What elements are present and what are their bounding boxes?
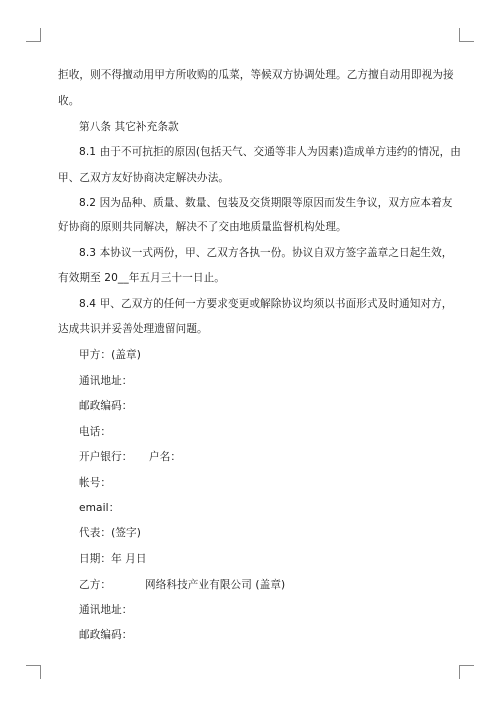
party-b-label: 乙方：	[79, 579, 112, 591]
party-a-postcode: 邮政编码：	[79, 400, 133, 412]
party-a-phone: 电话：	[79, 426, 112, 438]
crop-mark-bottom-left-v	[40, 665, 41, 679]
crop-mark-bottom-left-h	[26, 665, 41, 666]
crop-mark-bottom-right-h	[459, 665, 474, 666]
paragraph-line: 甲、乙双方友好协商决定解决办法。	[58, 172, 230, 184]
party-a-label: 甲方：(盖章)	[79, 349, 141, 361]
crop-mark-top-right-h	[459, 41, 474, 42]
party-a-representative: 代表：(签字)	[79, 527, 141, 539]
party-a-account-no: 帐号：	[79, 477, 112, 489]
paragraph-line: 8.2 因为品种、质量、数量、包装及交货期限等原因而发生争议，双方应本着友	[79, 197, 453, 209]
crop-mark-bottom-right-v	[459, 665, 460, 679]
paragraph-line: 达成共识并妥善处理遗留问题。	[58, 323, 208, 335]
crop-mark-top-right-v	[459, 28, 460, 42]
paragraph-line: 8.3 本协议一式两份，甲、乙双方各执一份。协议自双方签字盖章之日起生效，	[79, 247, 453, 259]
party-a-date: 日期：年 月日	[79, 553, 147, 565]
crop-mark-top-left-v	[40, 28, 41, 42]
paragraph-line: 好协商的原则共同解决，解决不了交由地质量监督机构处理。	[58, 221, 347, 233]
crop-mark-top-left-h	[26, 41, 41, 42]
party-a-address: 通讯地址：	[79, 375, 133, 387]
paragraph-line: 拒收，则不得擅动用甲方所收购的瓜菜，等候双方协调处理。乙方擅自动用即视为接	[58, 69, 454, 81]
party-b-name: 网络科技产业有限公司 (盖章)	[145, 579, 286, 591]
paragraph-line: 收。	[58, 95, 80, 107]
party-a-email: email：	[79, 502, 120, 514]
party-a-account-name: 户名：	[149, 451, 182, 463]
paragraph-line: 有效期至 20__年五月三十一日止。	[58, 272, 225, 284]
party-b-address: 通讯地址：	[79, 604, 133, 616]
party-b-postcode: 邮政编码：	[79, 629, 133, 641]
section-heading: 第八条 其它补充条款	[79, 121, 179, 133]
party-a-bank: 开户银行：	[79, 451, 133, 463]
paragraph-line: 8.4 甲、乙双方的任何一方要求变更或解除协议均须以书面形式及时通知对方，	[79, 298, 453, 310]
paragraph-line: 8.1 由于不可抗拒的原因(包括天气、交通等非人为因素)造成单方违约的情况，由	[79, 146, 461, 158]
